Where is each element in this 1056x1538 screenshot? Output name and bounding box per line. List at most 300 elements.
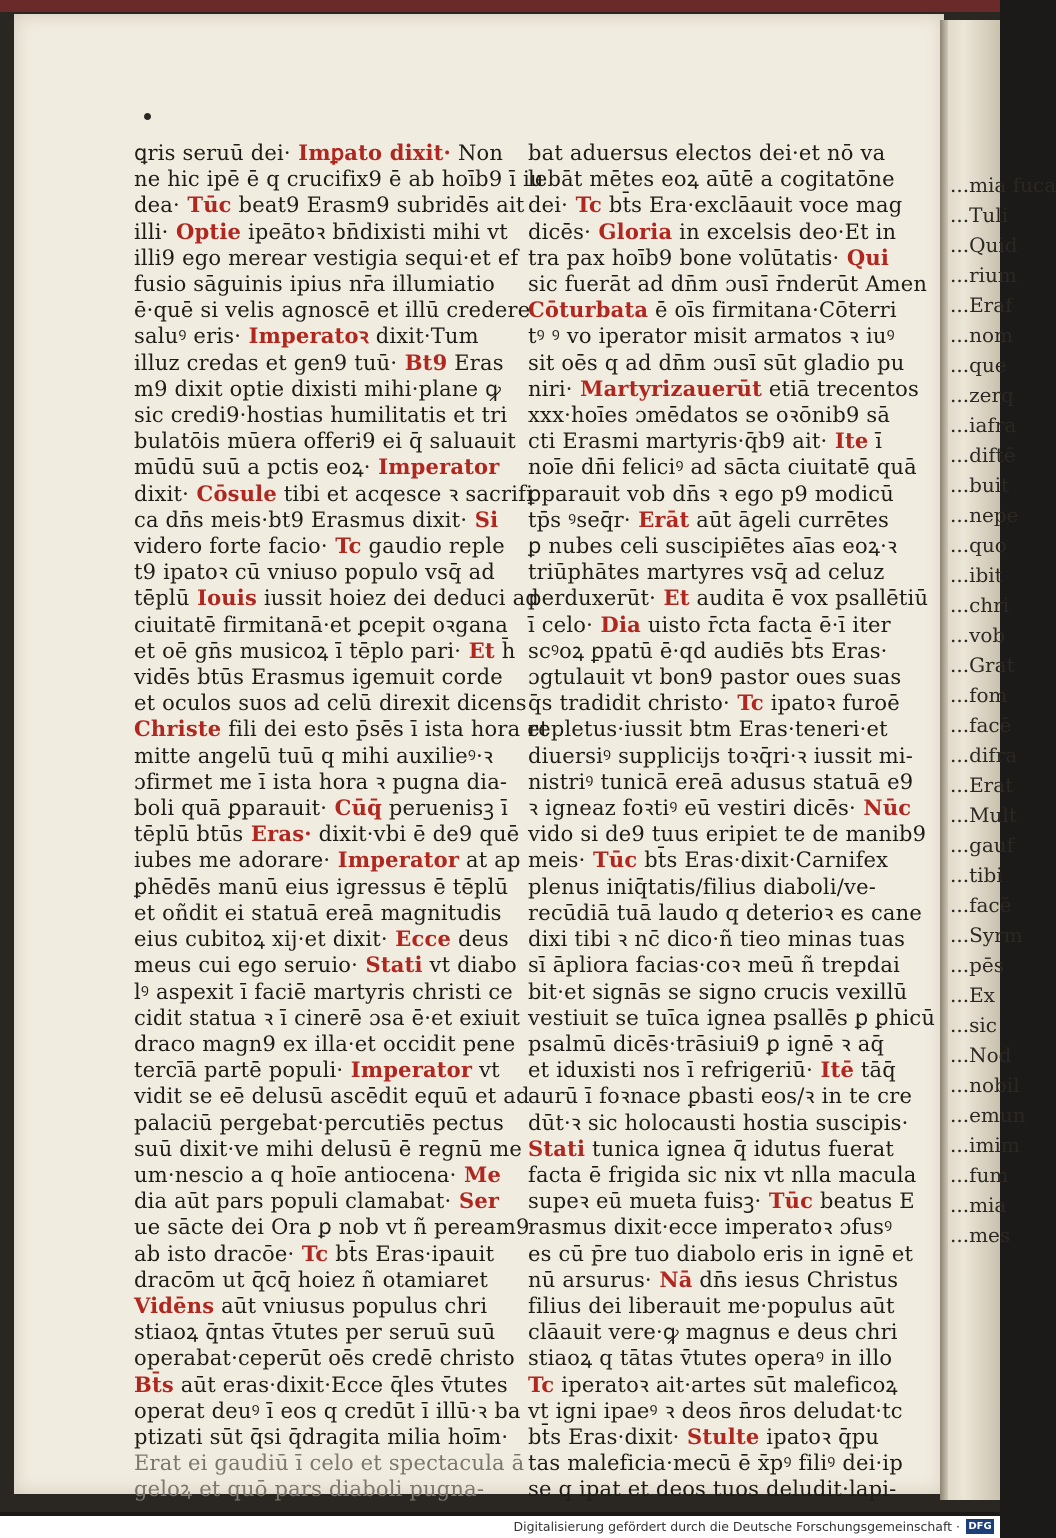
text-line [134, 821, 520, 847]
text-line [528, 1241, 914, 1267]
rubric-initial: Nūc [855, 795, 912, 821]
adjacent-line: ...Grat [950, 653, 1015, 677]
line-text: operat deuꝰ ī eos q credūt ī illū·ꝛ ba [134, 1398, 521, 1423]
line-text: triūphātes martyres vsq̄ ad celuz [528, 560, 885, 585]
text-line [134, 1398, 521, 1424]
text-line [134, 1319, 494, 1345]
adjacent-line: ...Ex [950, 983, 995, 1007]
rubric-initial: Imperator [343, 1057, 473, 1083]
line-text: recūdiā tuā laudo q deterioꝛ es cane [528, 900, 922, 925]
rubric-initial: Imꝑato dixit· [290, 140, 452, 165]
text-line [134, 376, 502, 402]
line-text: et oē gn̄s musicoꝝ ī tēplo pari· [134, 638, 462, 663]
rubric-initial: Christe [134, 716, 222, 742]
line-text: ab isto dracōe· [134, 1241, 295, 1266]
line-text-continued: aūt vniusus populus chri [214, 1293, 488, 1318]
line-text: rasmus dixit·ecce imperatoꝛ ɔfusꝰ [528, 1215, 893, 1240]
adjacent-line: ...nobil [950, 1073, 1020, 1097]
text-line [528, 1005, 936, 1031]
line-text: bulatōis mūera offeri9 ei q̄ saluauit [134, 429, 516, 454]
text-line [134, 743, 494, 769]
text-column-left [134, 140, 549, 1503]
dfg-logo: DFG [966, 1519, 994, 1534]
line-text: dixit· [134, 481, 190, 506]
text-line [134, 402, 508, 428]
text-line [134, 245, 519, 271]
text-line [134, 1005, 521, 1031]
line-text-continued: beat9 Erasm9 subridēs ait [231, 193, 525, 218]
text-column-right [528, 140, 936, 1503]
adjacent-line: ...difra [950, 743, 1018, 767]
adjacent-line: ...Mult [950, 803, 1017, 827]
rubric-initial: Et [656, 585, 690, 611]
adjacent-line: ...rium [950, 263, 1017, 287]
line-text: tēplū btūs [134, 822, 244, 847]
text-line [134, 1267, 494, 1293]
text-line [528, 428, 890, 454]
text-line [528, 245, 890, 271]
text-line [528, 874, 890, 900]
adjacent-line: ...nom [950, 323, 1013, 347]
text-line [528, 1083, 913, 1109]
line-text: xxx·hoīes ɔmēdatos se oꝛōnib9 sā [528, 403, 891, 428]
line-text: cti Erasmi martyris·q̄b9 ait· [528, 429, 828, 454]
text-line [528, 1450, 903, 1476]
line-text: operabat·ceperūt oēs credē christo [134, 1346, 515, 1371]
text-line [528, 1188, 915, 1214]
text-line [134, 218, 508, 245]
line-text: saluꝰ eris· [134, 324, 242, 349]
text-line [528, 1424, 890, 1450]
rubric-initial: Erāt [630, 506, 690, 532]
text-line [134, 664, 503, 690]
text-line [528, 323, 895, 349]
text-line [134, 716, 549, 742]
text-line [528, 402, 890, 428]
line-text: dea· [134, 193, 180, 218]
adjacent-line: ...mes [950, 1223, 1011, 1247]
text-line [528, 507, 890, 533]
line-text: ɔgtulauit vt bon9 pastor oues suas [528, 665, 902, 690]
line-text: bat aduersus electos dei·et nō va [528, 141, 886, 165]
line-text-continued: tunica ignea q̄ idutus fuerat [585, 1136, 895, 1161]
line-text: ꝑhēdēs manū eius igressus ē tēplū [134, 874, 509, 899]
line-text: suū dixit·ve mihi delusū ē regnū me [134, 1136, 523, 1161]
text-line [134, 140, 504, 166]
rubric-initial: Itē [813, 1057, 855, 1083]
line-text: vidēs btūs Erasmus igemuit corde [134, 665, 503, 690]
line-text: se q ipat et deos tuos deludit·lapi- [528, 1477, 897, 1502]
text-line [528, 979, 908, 1005]
text-line [528, 1266, 899, 1293]
rubric-initial: Si [467, 506, 499, 532]
line-text: sic credi9·hostias humilitatis et tri [134, 403, 508, 428]
line-text: illi· [134, 219, 169, 244]
line-text: es cū p̄re tuo diabolo eris in ignē et [528, 1241, 914, 1266]
line-text-continued: tibi et acqesce ꝛ sacrifi [276, 481, 534, 506]
text-line [528, 375, 919, 402]
text-line [134, 795, 509, 821]
text-line [528, 166, 895, 192]
adjacent-line: ...diftē [950, 443, 1016, 467]
adjacent-line: ...mia fuca [950, 173, 1056, 197]
text-line [528, 585, 929, 611]
text-line [134, 192, 525, 218]
adjacent-line: ...ibit [950, 563, 1003, 587]
rubric-initial: Gloria [591, 218, 673, 244]
text-line [528, 218, 897, 245]
text-line [528, 847, 890, 873]
line-text: dixi tibi ꝛ nc̄ dico·ñ tieo minas tuas [528, 927, 906, 952]
adjacent-line: ...gauf [950, 833, 1015, 857]
line-text: lꝰ aspexit ī faciē martyris christi ce [134, 979, 513, 1004]
text-line [528, 140, 890, 166]
rubric-initial: Imperator [330, 847, 460, 873]
rubric-initial: Imperator [370, 454, 500, 480]
line-text: illuz credas et gen9 tuū· [134, 350, 398, 375]
text-line [134, 1450, 525, 1476]
rubric-initial: Tc [327, 533, 362, 559]
line-text-continued: aūt āgeli currētes [689, 507, 889, 532]
line-text: vido si de9 tuus eripiet te de manib9 [528, 822, 927, 847]
line-text-continued: in excelsis deo·Et in [672, 219, 897, 244]
line-text: um·nescio a q hoīe antiocena· [134, 1162, 457, 1187]
text-line [528, 271, 928, 297]
line-text: scꝰoꝝ ꝑpatū ē·qd audiēs bt̄s Eras· [528, 638, 888, 663]
text-line [134, 1424, 509, 1450]
line-text: clāauit vere·ꝙ magnus e deus chri [528, 1320, 898, 1345]
text-line [134, 1293, 494, 1319]
adjacent-page-text [950, 170, 1056, 1420]
adjacent-line: ...tibi [950, 863, 1003, 887]
line-text-continued: bt̄s Eras·dixit·Carnifex [637, 848, 889, 873]
line-text: tercīā partē populi· [134, 1058, 344, 1083]
text-line [134, 769, 508, 795]
line-text-continued: aūt eras·dixit·Ecce q̄les v̄tutes [173, 1372, 508, 1397]
line-text: bt̄s Eras·dixit· [528, 1424, 680, 1449]
line-text-continued: Non [451, 141, 504, 165]
line-text: ptizati sūt q̄si q̄dragita milia hoīm· [134, 1424, 509, 1449]
line-text-continued: bt̄s Era·exclāauit voce mag [601, 193, 903, 218]
line-text: ī celo· [528, 612, 594, 637]
line-text-continued: h̄ [494, 638, 516, 663]
adjacent-line: ...que [950, 353, 1007, 377]
adjacent-line: ...sic [950, 1013, 997, 1037]
rubric-initial: Ite [827, 428, 869, 454]
text-line [134, 585, 539, 611]
line-text: iubes me adorare· [134, 848, 331, 873]
text-line [528, 1398, 903, 1424]
line-text: q̄s tradidit christo· [528, 691, 730, 716]
line-text: stiaoꝝ q̄ntas v̄tutes per seruū suū [134, 1320, 496, 1345]
line-text: cidit statua ꝛ ī cinerē ɔsa ē·et exiuit [134, 1005, 521, 1030]
text-line [528, 926, 906, 952]
rubric-initial: Tc [528, 1371, 555, 1397]
line-text: et oñdit ei statuā ereā magnitudis [134, 900, 502, 925]
text-line [528, 1345, 893, 1371]
text-line [134, 166, 544, 192]
adjacent-line: ...iafra [950, 413, 1017, 437]
adjacent-line: ...chri [950, 593, 1010, 617]
line-text-continued: etiā trecentos [762, 376, 919, 401]
line-text: draco magn9 ex illa·et occidit pene [134, 1031, 516, 1056]
line-text: sic fuerāt ad dn̄m ɔusī r̄nderūt Amen [528, 272, 928, 297]
adjacent-line: ...buit [950, 473, 1010, 497]
text-line [134, 1031, 516, 1057]
adjacent-line: ...facē [950, 893, 1012, 917]
line-text: tēplū [134, 586, 190, 611]
line-text: vidit se eē delusū ascēdit equū et ad [134, 1084, 530, 1109]
line-text: bit·et signās se signo crucis vexillū [528, 979, 908, 1004]
line-text: dracōm ut q̄cq̄ hoiez ñ otamiaret [134, 1267, 489, 1292]
line-text: psalmū dicēs·trāsiui9 ꝑ ignē ꝛ aq̄ [528, 1031, 885, 1056]
text-line [134, 979, 513, 1005]
text-line [134, 1188, 500, 1214]
line-text: tꝰ ꝰ vo iperator misit armatos ꝛ iuꝰ [528, 324, 895, 349]
line-text-continued: vt [472, 1058, 500, 1083]
adjacent-line: ...emun [950, 1103, 1026, 1127]
line-text-continued: Eras [447, 350, 504, 375]
text-line [134, 271, 494, 297]
line-text-continued: at ap [459, 848, 521, 873]
adjacent-line: ...Tuli [950, 203, 1009, 227]
text-line [528, 1371, 898, 1398]
line-text: ꝑparauit vob dn̄s ꝛ ego p9 modicū [528, 481, 894, 506]
adjacent-line: ...nepe [950, 503, 1019, 527]
line-text-continued: tāq̄ [854, 1058, 896, 1083]
text-line [134, 480, 534, 507]
line-text: lebāt mētes eoꝝ aūtē a cogitatōne [528, 167, 895, 192]
line-text: et iduxisti nos ī refrigeriū· [528, 1058, 814, 1083]
line-text: niri· [528, 376, 573, 401]
text-line [134, 874, 509, 900]
ink-mark [144, 113, 151, 120]
text-line [528, 454, 917, 480]
text-line [134, 690, 527, 716]
line-text-continued: dixit·Tum [368, 324, 479, 349]
line-text-continued: ipeātoꝛ bn̄dixisti mihi vt [241, 219, 508, 244]
line-text-continued: ī [868, 429, 883, 454]
adjacent-line: ...Quid [950, 233, 1018, 257]
line-text: geloꝝ et quō pars diaboli pugna- [134, 1477, 485, 1502]
adjacent-line: ...fum [950, 1163, 1009, 1187]
text-line [528, 795, 912, 821]
line-text: t9 ipatoꝛ cū vniuso populo vsq̄ ad [134, 560, 495, 585]
line-text: plenus iniq̄tatis/filius diaboli/ve- [528, 874, 877, 899]
line-text: perduxerūt· [528, 586, 657, 611]
line-text: ɔfirmet me ī ista hora ꝛ pugna dia- [134, 769, 508, 794]
rubric-initial: Dia [593, 611, 641, 637]
line-text: ue sācte dei Ora ꝑ nob vt ñ peream9 [134, 1215, 530, 1240]
line-text: sī āpliora facias·coꝛ meū ñ trepdai [528, 953, 900, 978]
line-text: nū arsurus· [528, 1267, 652, 1292]
text-line [528, 769, 914, 795]
rubric-initial: Nā [651, 1266, 693, 1292]
text-line [134, 506, 499, 533]
text-line [528, 900, 922, 926]
text-line [528, 1110, 909, 1136]
line-text-continued: vt diabo [422, 953, 517, 978]
line-text: repletus·iussit btm Eras·teneri·et [528, 717, 888, 742]
rubric-initial: Martyrizauerūt [572, 375, 763, 401]
rubric-initial: Stati [528, 1135, 586, 1161]
adjacent-line: ...Erat [950, 773, 1014, 797]
line-text: et oculos suos ad celū direxit dicens [134, 691, 527, 716]
line-text: ꝗris seruū dei· [134, 141, 291, 165]
line-text: stiaoꝝ q tātas v̄tutes operaꝰ in illo [528, 1346, 893, 1371]
rubric-initial: Bt̄s [134, 1371, 174, 1397]
text-line [528, 716, 890, 742]
line-text-continued: iussit hoiez dei deduci ad [256, 586, 539, 611]
line-text-continued: uisto r̄cta facta ē·ī iter [640, 612, 891, 637]
text-line [528, 1135, 895, 1162]
line-text: ꝑ nubes celi suscipiētes aīas eoꝝ·ꝛ [528, 534, 898, 559]
text-line [528, 690, 900, 716]
adjacent-line: ...Eraf [950, 293, 1013, 317]
line-text: ca dn̄s meis·bt9 Erasmus dixit· [134, 507, 468, 532]
text-line [134, 847, 521, 873]
funding-credit: Digitalisierung gefördert durch die Deutsche Forschungsgemeinschaft · [513, 1519, 960, 1534]
line-text-continued: peruenisꝫ ī [381, 796, 509, 821]
adjacent-line: ...facē [950, 713, 1012, 737]
line-text: dia aūt pars populi clamabat· [134, 1189, 452, 1214]
line-text: meis· [528, 848, 586, 873]
text-line [134, 533, 505, 559]
text-line [134, 1371, 508, 1398]
text-line [528, 533, 898, 559]
line-text: ꝛ igneaz foꝛtiꝰ eū vestiri dicēs· [528, 796, 856, 821]
line-text-continued: bt̄s Eras·ipauit [328, 1241, 495, 1266]
text-line [134, 349, 504, 376]
text-line [134, 1083, 530, 1109]
text-line [528, 664, 902, 690]
rubric-initial: Me [456, 1161, 502, 1187]
rubric-initial: Iouis [189, 585, 257, 611]
text-line [528, 481, 894, 507]
line-text: ne hic ipē ē q crucifix9 ē ab hoīb9 ī iu [134, 167, 544, 192]
line-text: ē·quē si velis agnoscē et illū credere [134, 298, 531, 323]
footer-bar [0, 1516, 1000, 1538]
line-text-continued: dixit·vbi ē de9 quē [311, 822, 520, 847]
rubric-initial: Tūc [179, 192, 232, 218]
line-text: dei· [528, 193, 569, 218]
text-line [528, 1214, 893, 1240]
line-text: eius cubitoꝝ xij·et dixit· [134, 927, 388, 952]
text-line [134, 454, 500, 480]
rubric-initial: Eras· [243, 821, 312, 847]
text-line [134, 1214, 530, 1240]
text-line [528, 559, 890, 585]
text-line [528, 297, 897, 323]
book-edge-top [0, 0, 1000, 12]
rubric-initial: Tc [729, 690, 764, 716]
rubric-initial: Qui [839, 244, 890, 270]
text-line [528, 1293, 895, 1319]
text-line [134, 1057, 500, 1083]
rubric-initial: Et [461, 637, 495, 663]
rubric-initial: Bt9 [397, 349, 448, 375]
adjacent-line: ...imim [950, 1133, 1020, 1157]
line-text: sit oēs q ad dn̄m ɔusī sūt gladio pu [528, 350, 905, 375]
line-text: tas maleficia·mecū ē x̄pꝰ filiꝰ dei·ip [528, 1451, 903, 1476]
rubric-initial: Ser [451, 1188, 500, 1214]
line-text: vt igni ipaeꝰ ꝛ deos n̄ros deludat·tc [528, 1398, 903, 1423]
text-line [528, 821, 927, 847]
text-line [528, 638, 890, 664]
line-text: dicēs· [528, 219, 592, 244]
text-line [134, 323, 494, 349]
line-text: tra pax hoīb9 bone volūtatis· [528, 245, 840, 270]
line-text-continued: ipatoꝛ q̄pu [759, 1424, 880, 1449]
text-line [528, 612, 890, 638]
line-text: boli quā ꝑparauit· [134, 796, 328, 821]
line-text: aurū ī foꝛnace ꝑbasti eos/ꝛ in te cre [528, 1084, 913, 1109]
adjacent-line: ...zerq [950, 383, 1014, 407]
adjacent-line: ...quo [950, 533, 1007, 557]
text-line [134, 1241, 494, 1267]
line-text-continued: deus [451, 927, 509, 952]
adjacent-line: ...Nod [950, 1043, 1012, 1067]
line-text: dūt·ꝛ sic holocausti hostia suscipis· [528, 1110, 909, 1135]
rubric-initial: Stati [358, 952, 423, 978]
line-text: palaciū pergebat·percutiēs pectus [134, 1110, 504, 1135]
line-text: fusio sāguinis ipius nr̄a illumiatio [134, 272, 496, 297]
page-fold-shadow [940, 20, 948, 1500]
line-text: m9 dixit optie dixisti mihi·plane ꝙ [134, 376, 502, 401]
adjacent-line: ...Syrm [950, 923, 1023, 947]
rubric-initial: Tc [294, 1240, 329, 1266]
line-text-continued: ē oīs firmitana·Cōterri [648, 298, 897, 323]
text-line [134, 1345, 515, 1371]
line-text-continued: dn̄s iesus Christus [692, 1267, 899, 1292]
text-line [134, 926, 509, 952]
text-line [528, 192, 903, 218]
rubric-initial: Tūc [761, 1188, 814, 1214]
rubric-initial: Cōsule [189, 480, 277, 506]
line-text: tp̄s ꝰseq̄r· [528, 507, 631, 532]
text-line [528, 1057, 896, 1083]
line-text: ciuitatē firmitanā·et ꝑcepit oꝛgana [134, 612, 508, 637]
rubric-initial: Vidēns [134, 1292, 215, 1318]
line-text: filius dei liberauit me·populus aūt [528, 1293, 895, 1318]
line-text: meus cui ego seruio· [134, 953, 358, 978]
text-line [528, 1031, 890, 1057]
text-line [528, 350, 905, 376]
text-line [134, 1110, 504, 1136]
rubric-initial: Optie [168, 218, 242, 244]
text-line [134, 1161, 502, 1188]
adjacent-line: ...fom [950, 683, 1008, 707]
adjacent-line: ...vob [950, 623, 1006, 647]
line-text: supeꝛ eū mueta fuisꝫ· [528, 1189, 762, 1214]
rubric-initial: Imperatoꝛ [241, 323, 369, 349]
rubric-initial: Cūq̄ [327, 795, 382, 821]
adjacent-line: ...pēs [950, 953, 1004, 977]
text-line [134, 952, 517, 978]
text-line [134, 1136, 523, 1162]
text-line [134, 637, 516, 664]
rubric-initial: Stulte [679, 1423, 760, 1449]
rubric-initial: Ecce [387, 926, 452, 952]
text-line [528, 1319, 898, 1345]
adjacent-line: ...mia [950, 1193, 1007, 1217]
text-line [134, 297, 531, 323]
rubric-initial: Tūc [585, 847, 638, 873]
line-text: vestiuit se tuīca ignea psallēs ꝑ ꝑhicū [528, 1005, 936, 1030]
rubric-initial: Cōturbata [528, 297, 649, 323]
line-text: mitte angelū tuū q mihi auxilieꝰ·ꝛ [134, 743, 494, 768]
text-line [134, 428, 516, 454]
